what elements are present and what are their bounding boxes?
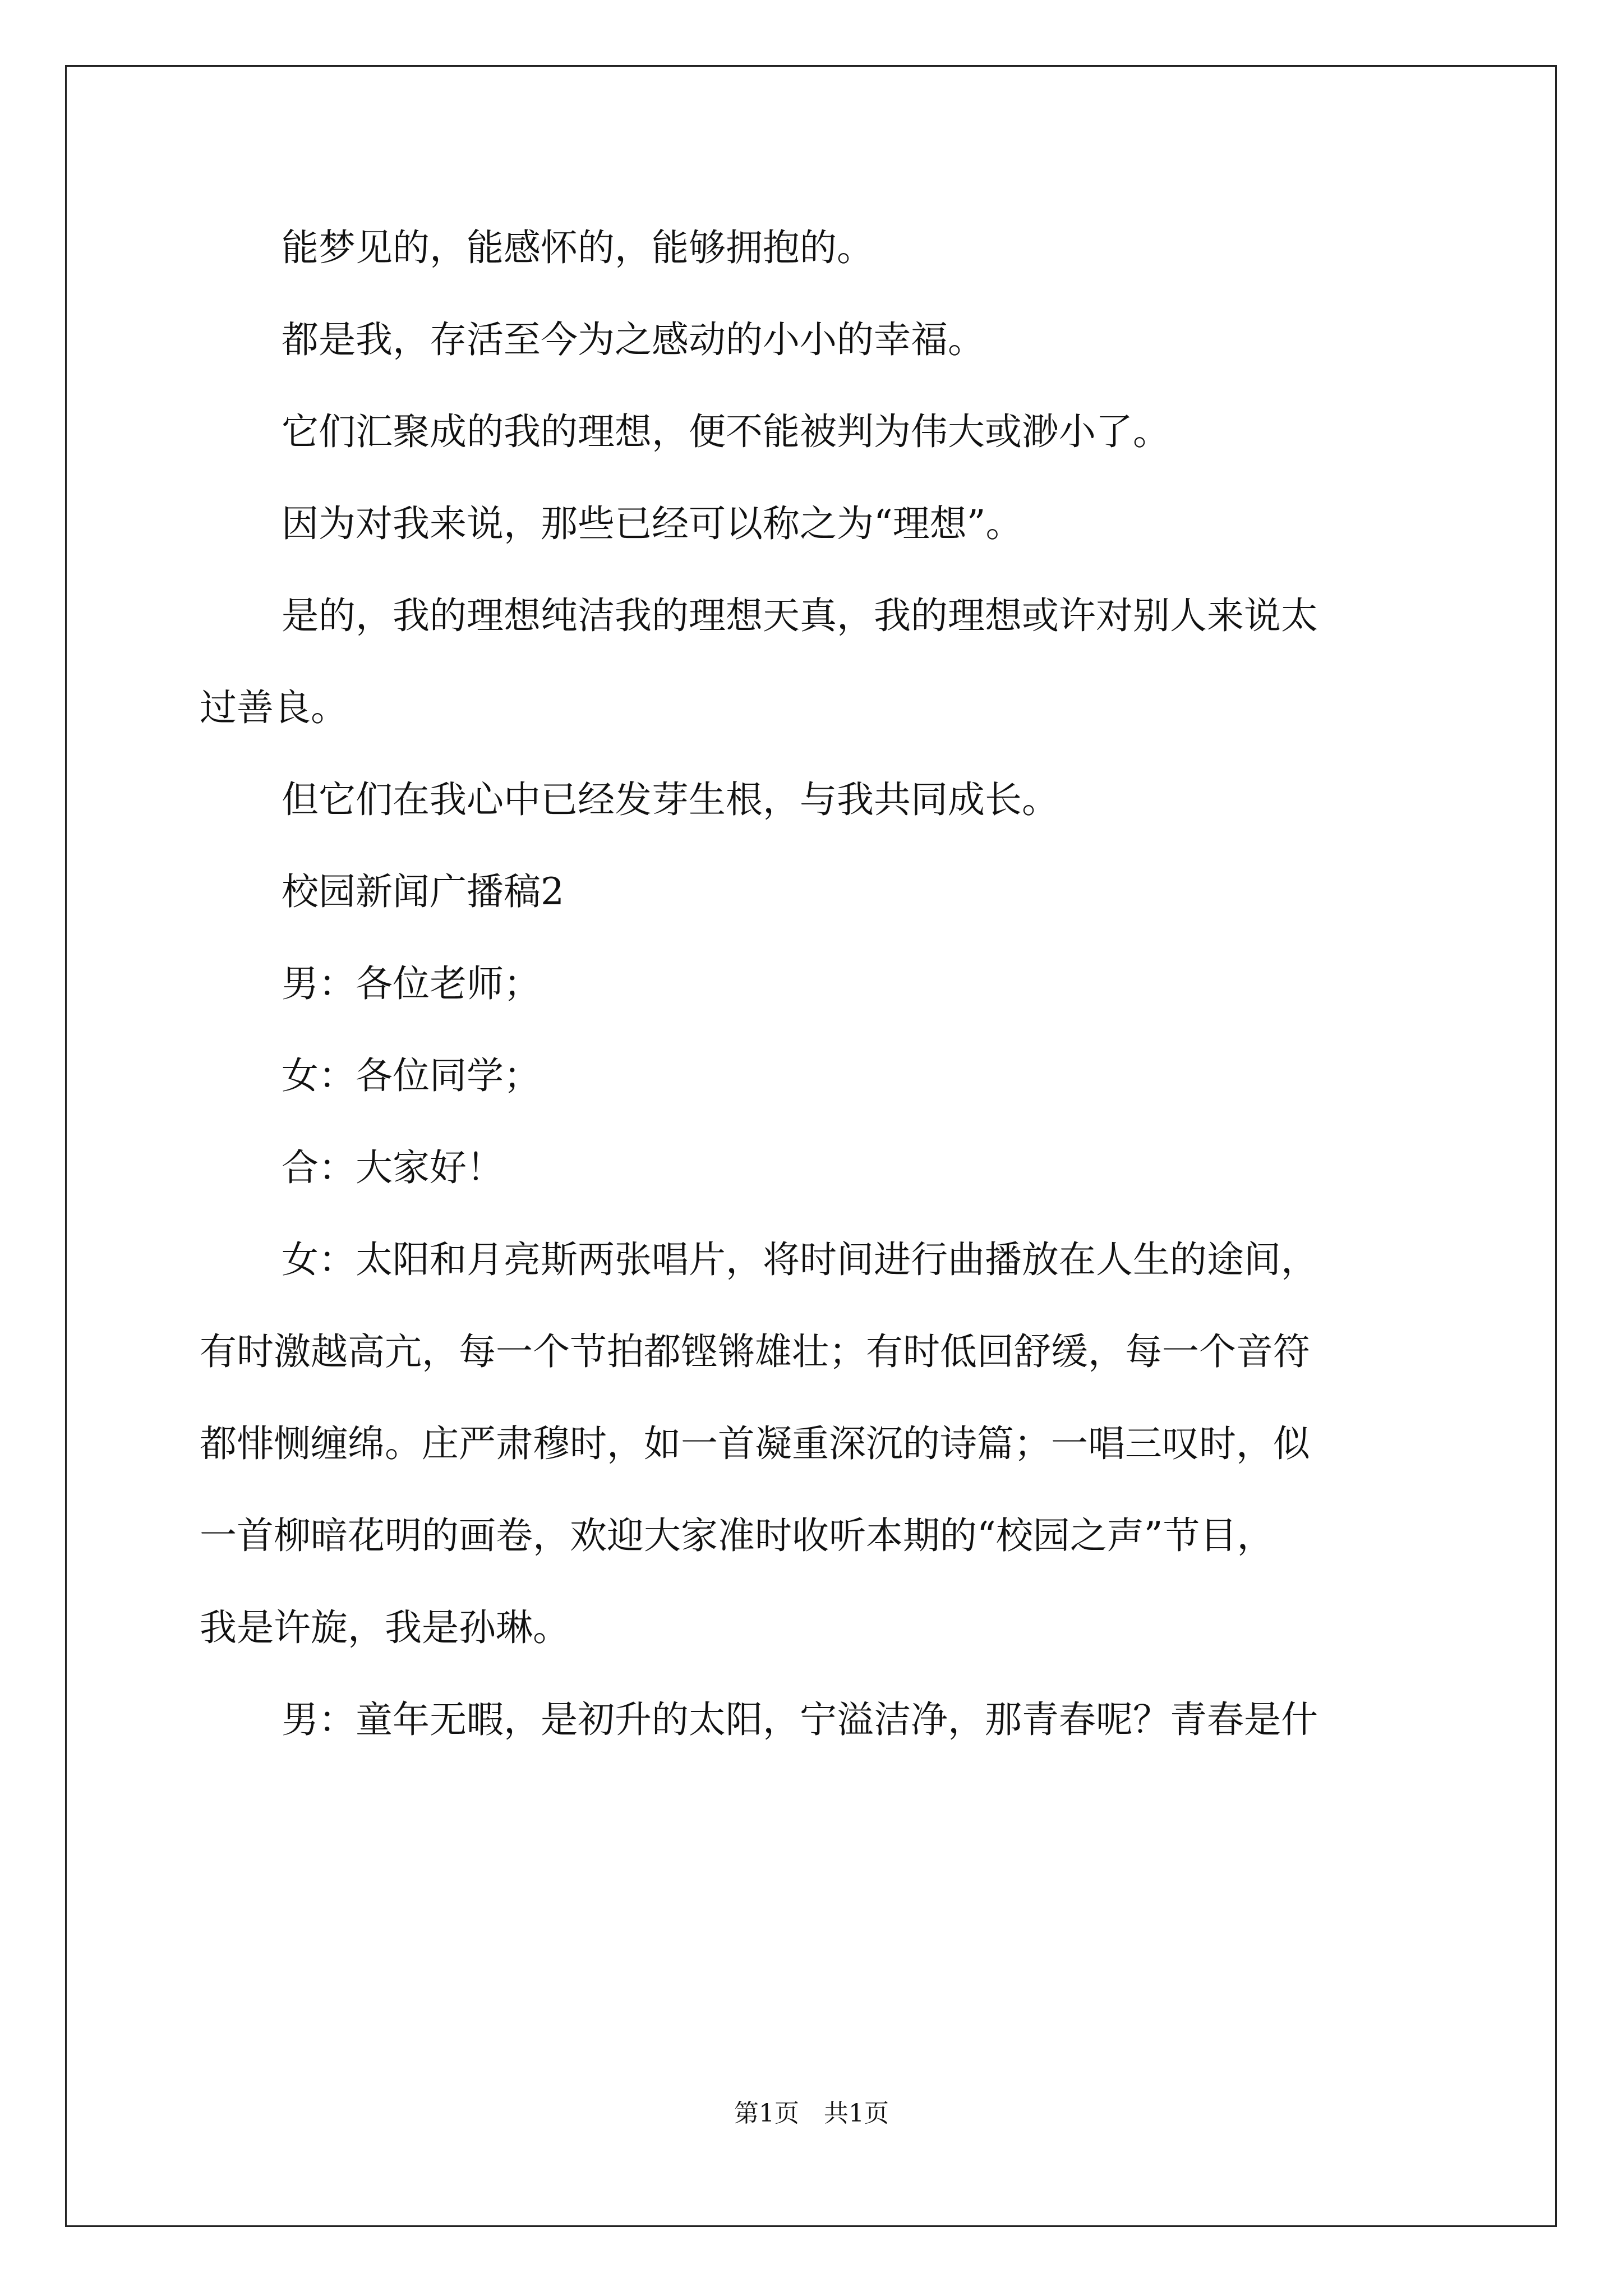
- paragraph: 合：大家好！: [282, 1146, 504, 1189]
- page-footer: [0, 2097, 1623, 2131]
- page-number-current: 第1页: [734, 2099, 799, 2128]
- paragraph: 女：各位同学；: [282, 1054, 541, 1097]
- paragraph: 它们汇聚成的我的理想，便不能被判为伟大或渺小了。: [282, 410, 1170, 453]
- paragraph-line: 有时激越高亢，每一个节拍都铿锵雄壮；有时低回舒缓，每一个音符: [200, 1330, 1310, 1373]
- paragraph-line: 女：太阳和月亮斯两张唱片，将时间进行曲播放在人生的途间，: [282, 1238, 1318, 1281]
- paragraph-line: 我是许旋，我是孙琳。: [200, 1606, 570, 1649]
- paragraph-line: 一首柳暗花明的画卷，欢迎大家准时收听本期的“校园之声”节目，: [200, 1514, 1274, 1557]
- paragraph: 因为对我来说，那些已经可以称之为“理想”。: [282, 502, 1023, 545]
- paragraph: 男：各位老师；: [282, 962, 541, 1005]
- document-body: [200, 202, 1433, 1766]
- paragraph: 能梦见的，能感怀的，能够拥抱的。: [282, 226, 874, 269]
- paragraph: 但它们在我心中已经发芽生根，与我共同成长。: [282, 778, 1059, 821]
- paragraph: 都是我，存活至今为之感动的小小的幸福。: [282, 318, 985, 361]
- paragraph-line: 过善良。: [200, 686, 348, 729]
- paragraph-line: 是的，我的理想纯洁我的理想天真，我的理想或许对别人来说太: [282, 594, 1318, 637]
- paragraph-line: 都悱恻缠绵。庄严肃穆时，如一首凝重深沉的诗篇；一唱三叹时，似: [200, 1422, 1310, 1465]
- paragraph: 男：童年无暇，是初升的太阳，宁溢洁净，那青春呢？青春是什: [282, 1698, 1318, 1741]
- section-title: 校园新闻广播稿2: [282, 870, 564, 913]
- page-number-total: 共1页: [824, 2099, 889, 2128]
